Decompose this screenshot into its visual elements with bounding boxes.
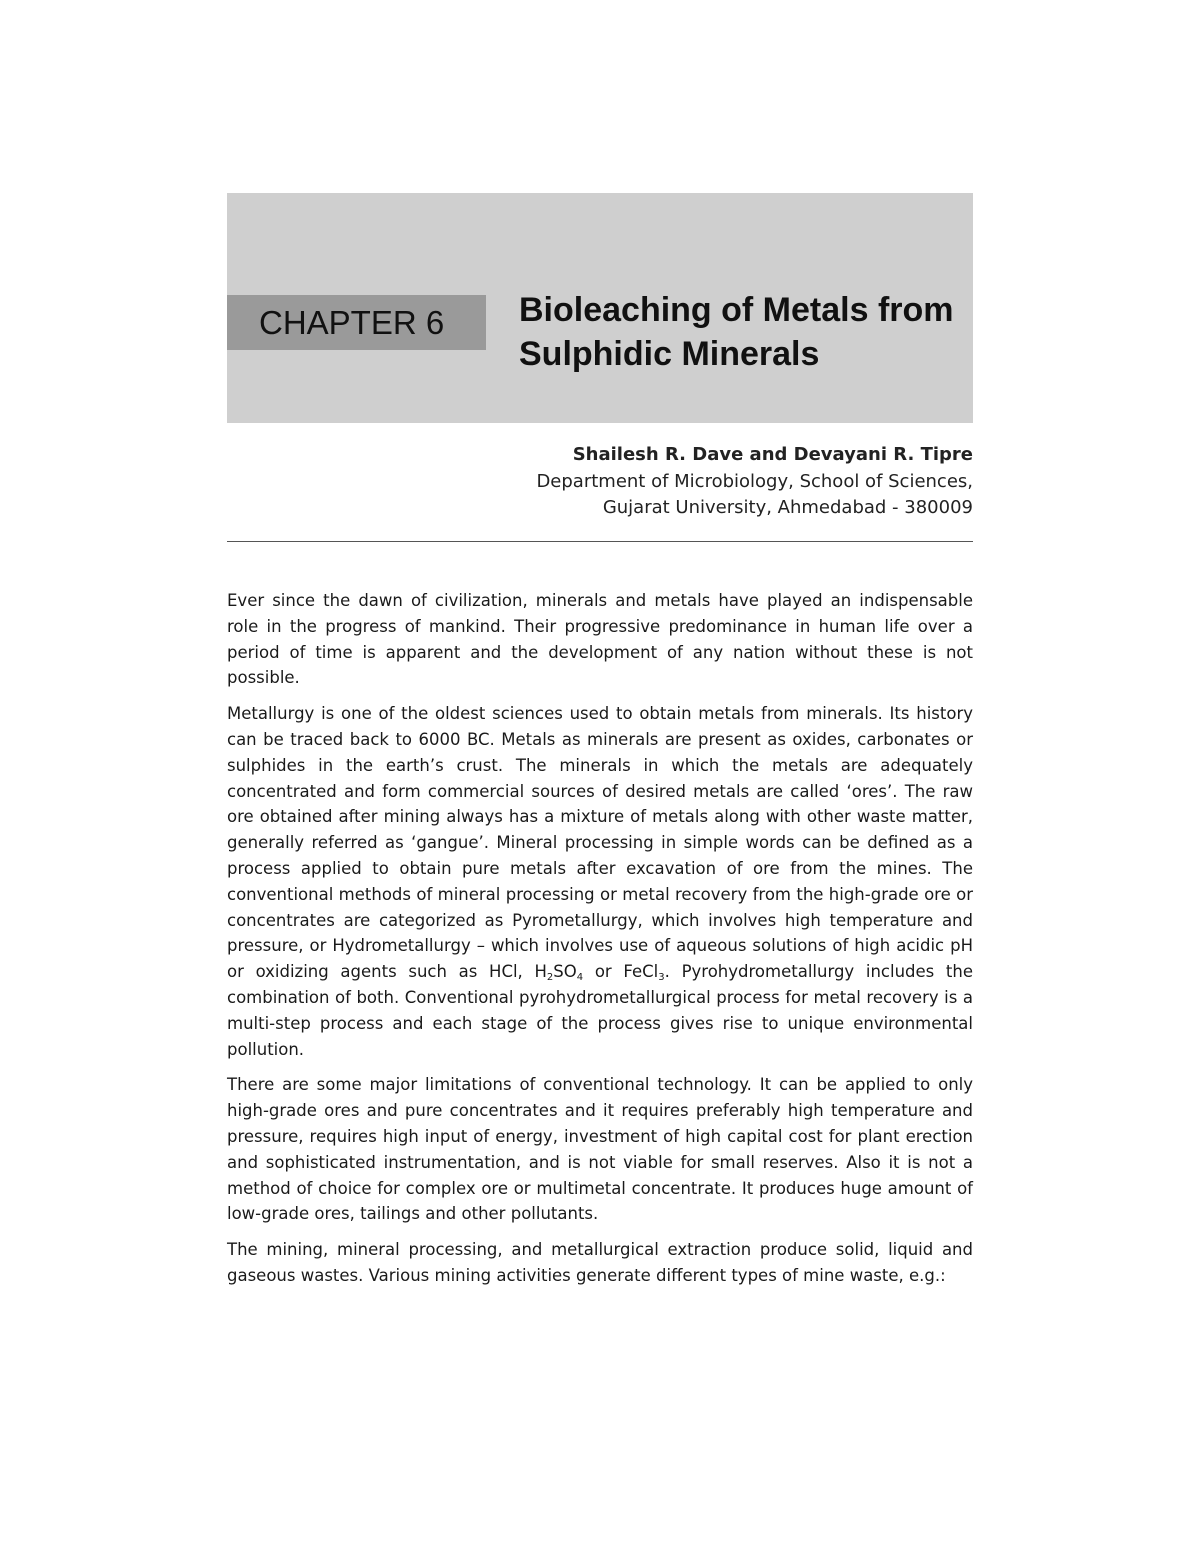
formula-fecl3: FeCl <box>623 962 659 982</box>
formula-h2so4-sub-4: 4 <box>576 972 584 984</box>
affiliation-line-2: Gujarat University, Ahmedabad - 380009 <box>602 497 973 518</box>
divider-rule <box>227 541 973 542</box>
chapter-title-line-1: Bioleaching of Metals from <box>519 291 954 329</box>
paragraph-3: There are some major limitations of conventional technology. It can be applied to only high-grade ores and pure concentrates and it requires preferably high temperature and pressure, requires high input of energy, investment of high capital cost for plant erection and sophisticated instrumentation, and is not viable for small reserves. Also it is not a method of choice for complex ore or multimetal concentrate. It produces huge amount of low-grade ores, tailings and other pollutants. <box>227 1075 973 1224</box>
byline <box>440 442 973 521</box>
paragraph-1: Ever since the dawn of civilization, minerals and metals have played an indispensable role in the progress of mankind. Their progressive predominance in human life over a period of time is apparent and the development of any nation without these is not possible. <box>227 591 973 688</box>
paragraph-4: The mining, mineral processing, and metallurgical extraction produce solid, liquid and gaseous wastes. Various mining activities generate different types of mine waste, e.g.: <box>227 1240 973 1285</box>
formula-h2so4-sub-2: 2 <box>546 972 554 984</box>
chapter-title <box>519 288 979 376</box>
paragraph-2-start: Metallurgy is one of the oldest sciences used to obtain metals from minerals. Its history can be traced back to 6000 BC. Metals as minerals are present as oxides, carbonates or sulphides in the earth’s crust. The minerals in which the metals are adequately concentrated and form commercial sources of desired metals are called ‘ores’. The raw ore obtained after mining always has a mixture of metals along with other waste matter, generally referred as ‘gangue’. Mineral processing in simple words can be defined as a process applied to obtain pure metals after excavation of ore from the mines. The conventional methods of mineral processing or metal recovery from the high-grade ore or concentrates are categorized as Pyrometallurgy, which involves high temperature and pressure, or Hydrometallurgy – which involves use of aqueous solutions of high acidic pH or oxidizing agents such as HCl, <box>227 704 973 982</box>
body-text <box>227 588 973 1299</box>
affiliation-line-1: Department of Microbiology, School of Sciences, <box>536 471 973 492</box>
formula-h2so4-h: H <box>534 962 547 982</box>
paragraph-2-end: . Pyrohydrometallurgy includes the combination of both. Conventional pyrohydrometallurgical process for metal recovery is a multi-step process and each stage of the process gives rise to unique environmental pollution. <box>227 962 974 1059</box>
formula-h2so4-so: SO <box>553 962 577 982</box>
authors: Shailesh R. Dave and Devayani R. Tipre <box>572 444 973 465</box>
paragraph-2 <box>227 701 973 1062</box>
chapter-label: CHAPTER 6 <box>227 295 486 350</box>
formula-or: or <box>583 962 624 982</box>
formula-fecl3-sub-3: 3 <box>658 972 665 984</box>
chapter-title-line-2: Sulphidic Minerals <box>519 335 820 373</box>
